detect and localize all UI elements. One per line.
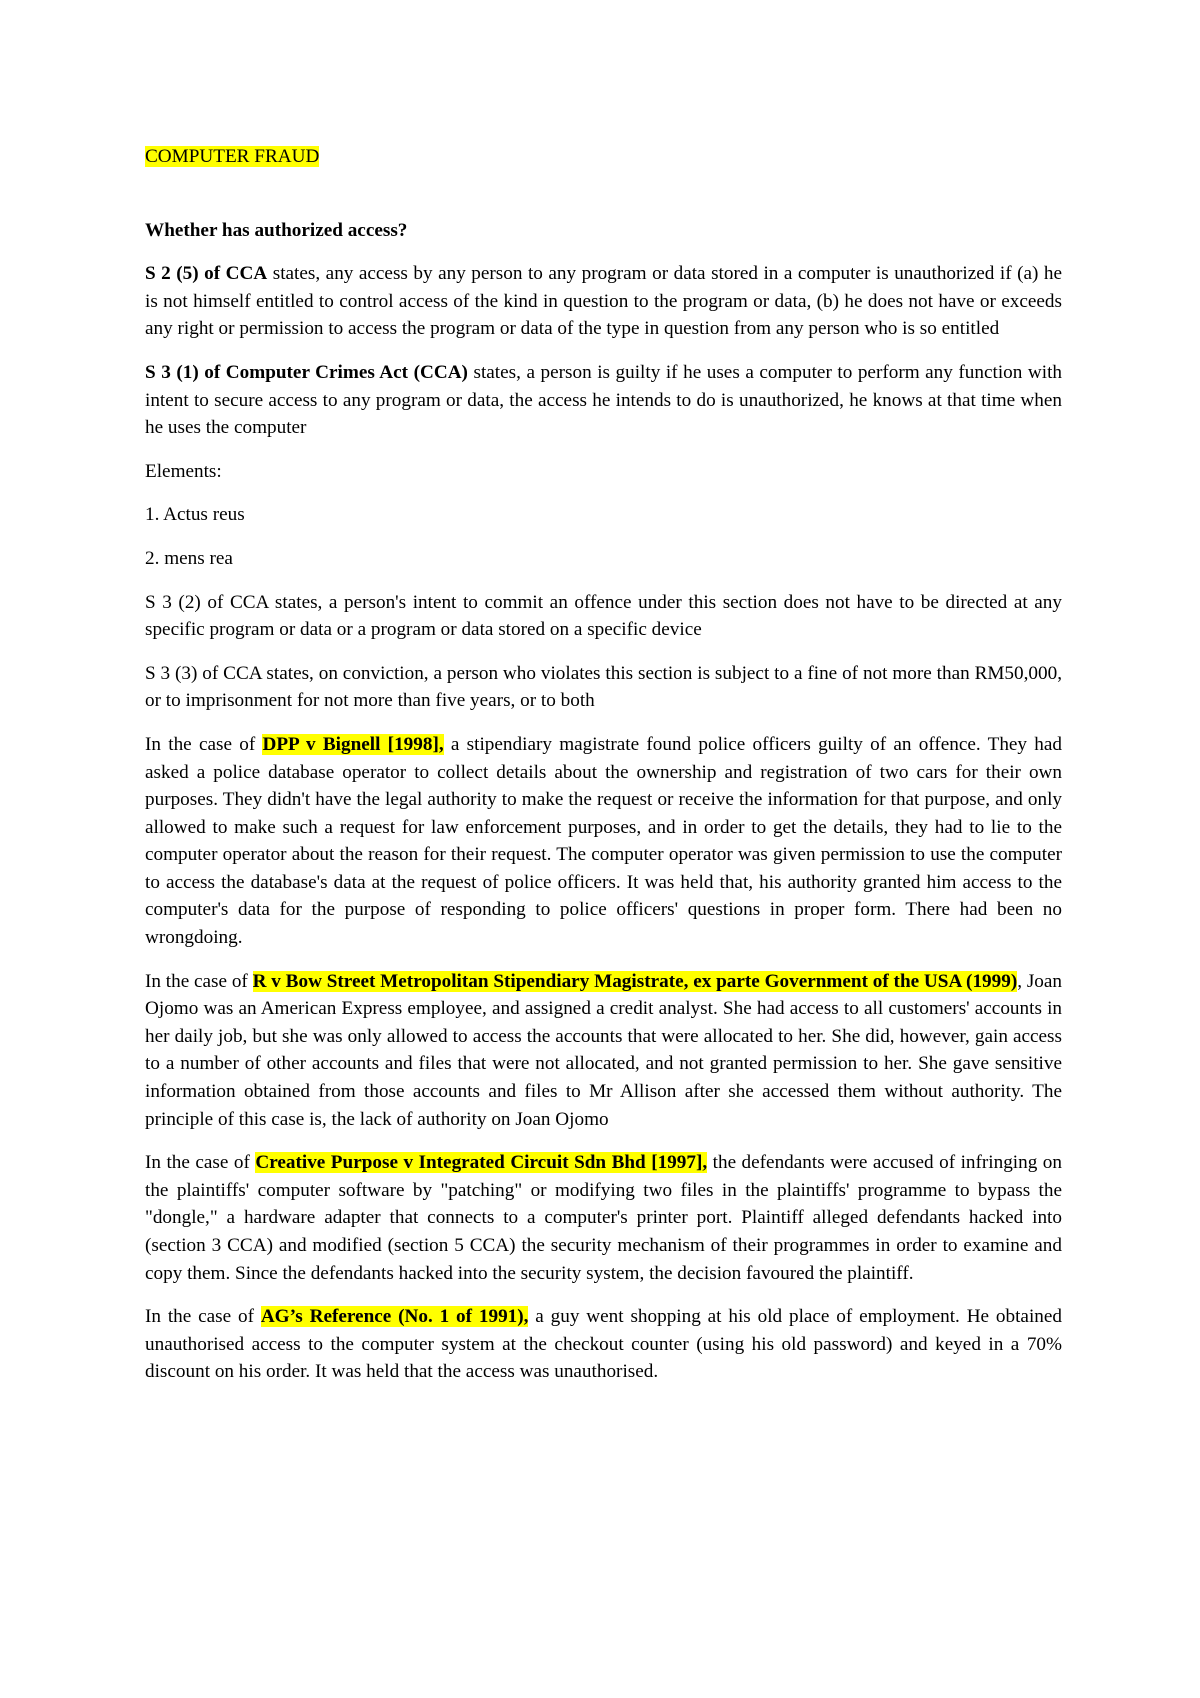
case-r-v-bow-street [145, 968, 1062, 1134]
document-title [145, 143, 1062, 171]
title-highlight: COMPUTER FRAUD [145, 146, 320, 167]
element-item-actus-reus: 1. Actus reus [145, 504, 245, 526]
case-text: , Joan Ojomo was an American Express employee, and assigned a credit analyst. She had access to all customers' accounts in her daily job, but she was only allowed to access the accounts that were allocated to her. She did, however, gain access to a number of other accounts and files that were not allocated, and not granted permission to her. She gave sensitive information obtained from those accounts and files to Mr Allison after she accessed them without authority. The principle of this case is, the lack of authority on Joan Ojomo [145, 970, 1062, 1130]
case-dpp-v-bignell [145, 731, 1062, 952]
section-3-1-paragraph [145, 359, 1062, 442]
case-text: the defendants were accused of infringing on the plaintiffs' computer software by "patching" or modifying two files in the plaintiffs' programme to bypass the "dongle," a hardware adapter that connects to a computer's printer port. Plaintiff alleged defendants hacked into (section 3 CCA) and modified (section 5 CCA) the security mechanism of their programmes in order to examine and copy them. Since the defendants hacked into the security system, the decision favoured the plaintiff. [145, 1152, 1062, 1284]
case-name-highlight: R v Bow Street Metropolitan Stipendiary Magistrate, ex parte Government of the USA (1999) [252, 970, 1018, 992]
elements-label: Elements: [145, 460, 222, 482]
section-3-1-ref: S 3 (1) of Computer Crimes Act (CCA) [145, 361, 468, 383]
case-name-highlight: Creative Purpose v Integrated Circuit Sdn Bhd [1997], [255, 1152, 708, 1174]
case-text: a stipendiary magistrate found police officers guilty of an offence. They had asked a police database operator to collect details about the ownership and registration of two cars for their own purposes. They didn't have the legal authority to make the request or receive the information for that purpose, and only allowed to make such a request for law enforcement purposes, and in order to get the details, they had to lie to the computer operator about the reason for their request. The computer operator was given permission to use the computer to access the database's data at the request of police officers. It was held that, his authority granted him access to the computer's data for the purpose of responding to police officers' questions in proper form. There had been no wrongdoing. [145, 733, 1062, 949]
case-prefix: In the case of [145, 1152, 256, 1174]
case-creative-purpose [145, 1149, 1062, 1287]
section-2-5-ref: S 2 (5) of CCA [145, 263, 268, 285]
section-3-2-paragraph: S 3 (2) of CCA states, a person's intent to commit an offence under this section does not have to be directed at any specific program or data or a program or data stored on a specific device [145, 591, 1062, 641]
case-name-highlight: AG’s Reference (No. 1 of 1991), [260, 1306, 529, 1328]
case-ag-reference [145, 1303, 1062, 1386]
section-2-5-text: states, any access by any person to any program or data stored in a computer is unauthorized if (a) he is not himself entitled to control access of the kind in question to the program or data, (b) he does not have or exceeds any right or permission to access the program or data of the type in question from any person who is so entitled [145, 263, 1063, 340]
issue-heading [145, 217, 1062, 245]
section-3-1-text: states, a person is guilty if he uses a computer to perform any function with intent to secure access to any program or data, the access he intends to do is unauthorized, he knows at that time when he uses the computer [145, 361, 1062, 439]
section-2-5-paragraph [145, 260, 1062, 343]
case-prefix: In the case of [145, 970, 253, 992]
case-prefix: In the case of [145, 1306, 261, 1328]
element-item-mens-rea: 2. mens rea [145, 547, 233, 569]
issue-heading-text: Whether has authorized access? [145, 219, 408, 241]
section-3-3-paragraph: S 3 (3) of CCA states, on conviction, a person who violates this section is subject to a fine of not more than RM50,000, or to imprisonment for not more than five years, or to both [145, 662, 1062, 712]
case-name-highlight: DPP v Bignell [1998], [262, 733, 444, 755]
case-prefix: In the case of [145, 733, 263, 755]
case-text: a guy went shopping at his old place of employment. He obtained unauthorised access to the computer system at the checkout counter (using his old password) and keyed in a 70% discount on his order. It was held that the access was unauthorised. [145, 1306, 1062, 1383]
